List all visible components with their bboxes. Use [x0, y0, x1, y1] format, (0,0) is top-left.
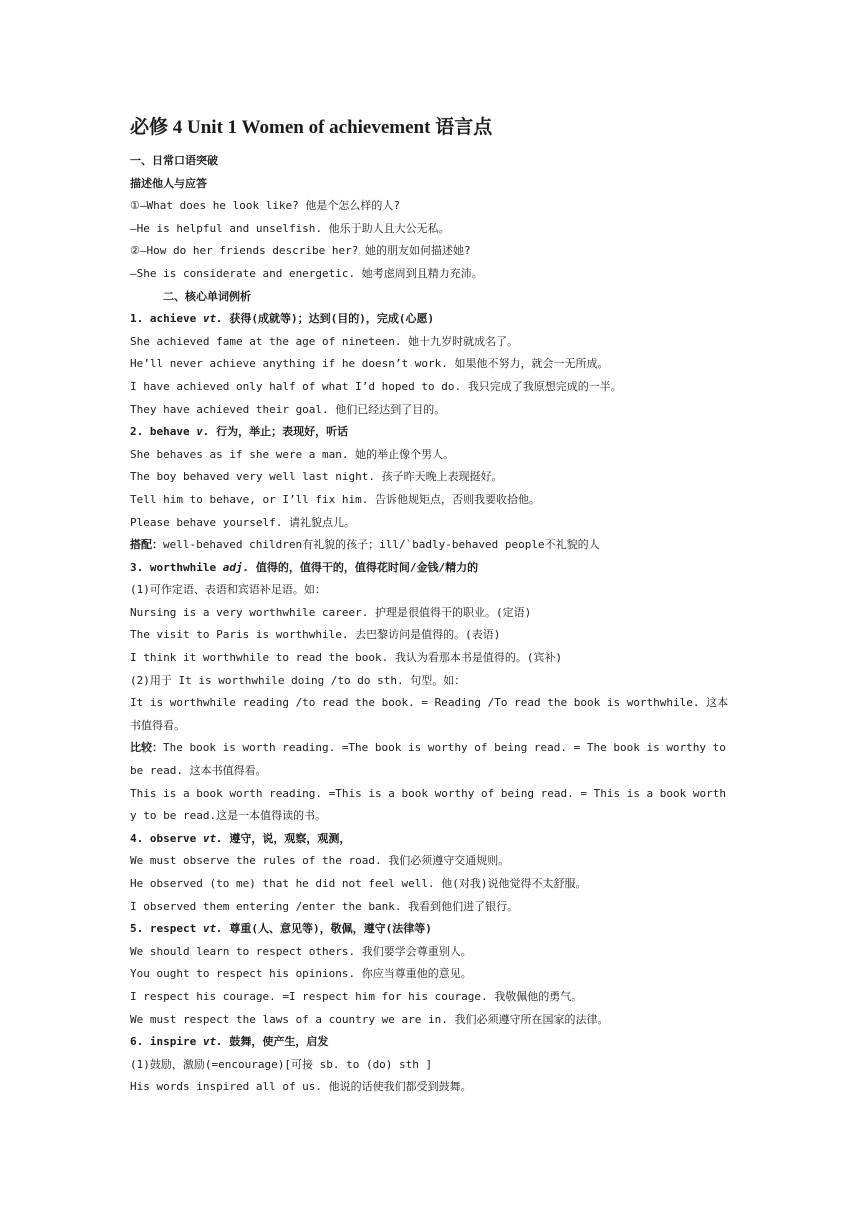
part-of-speech: vt. — [202, 922, 223, 936]
word-headword: 3. worthwhile — [130, 560, 223, 574]
word-definition: 行为，举止；表现好，听话 — [209, 425, 349, 439]
document-body — [130, 114, 730, 1099]
comparison-note — [130, 737, 730, 782]
example-sentence: We must observe the rules of the road. 我们必须遵守交通规则。 — [130, 854, 510, 868]
word-definition: 遵守，说，观察，观测， — [222, 831, 351, 845]
word-entry-heading — [130, 308, 730, 331]
dialogue-line: —She is considerate and energetic. 她考虑周到且精力充沛。 — [130, 266, 483, 280]
word-headword: 1. achieve — [130, 312, 203, 326]
example-sentence: I think it worthwhile to read the book. 我认为看那本书是值得的。(宾补) — [130, 651, 563, 665]
dialogue-line: ①—What does he look like? 他是个怎么样的人? — [130, 199, 401, 213]
dialogue-line: —He is helpful and unselfish. 他乐于助人且大公无私。 — [130, 221, 450, 235]
comparison-text: The book is worth reading. =The book is worthy of being read. = The book is worthy to be read. 这本书值得看。 — [130, 741, 726, 778]
example-sentence: I respect his courage. =I respect him for his courage. 我敬佩他的勇气。 — [130, 989, 583, 1003]
example-sentence: You ought to respect his opinions. 你应当尊重他的意见。 — [130, 967, 472, 981]
example-sentence: The boy behaved very well last night. 孩子昨天晚上表现挺好。 — [130, 470, 503, 484]
word-definition: 值得的，值得干的，值得花时间/金钱/精力的 — [249, 560, 479, 574]
example-sentence: I have achieved only half of what I’d hoped to do. 我只完成了我原想完成的一半。 — [130, 379, 622, 393]
word-entry-heading — [130, 918, 730, 941]
section-heading: 一、日常口语突破 — [130, 154, 218, 167]
word-headword: 6. inspire — [130, 1035, 203, 1049]
part-of-speech: v. — [196, 425, 210, 439]
word-entry-heading — [130, 1031, 730, 1054]
example-sentence: Please behave yourself. 请礼貌点儿。 — [130, 515, 355, 529]
dialogue-line: ②—How do her friends describe her? 她的朋友如何描述她? — [130, 244, 471, 258]
word-headword: 5. respect — [130, 922, 203, 936]
word-definition: 尊重(人、意见等)，敬佩，遵守(法律等) — [222, 922, 432, 936]
collocation-note — [130, 534, 730, 557]
example-sentence: We must respect the laws of a country we are in. 我们必须遵守所在国家的法律。 — [130, 1012, 609, 1026]
example-sentence: He’ll never achieve anything if he doesn’t work. 如果他不努力，就会一无所成。 — [130, 357, 609, 371]
example-sentence: They have achieved their goal. 他们已经达到了目的。 — [130, 402, 446, 416]
example-sentence: She behaves as if she were a man. 她的举止像个男人。 — [130, 447, 455, 461]
part-of-speech: vt. — [202, 1035, 223, 1049]
section-heading: 二、核心单词例析 — [163, 289, 251, 303]
word-entry-heading — [130, 421, 730, 444]
example-sentence: We should learn to respect others. 我们要学会尊重别人。 — [130, 944, 472, 958]
word-headword: 2. behave — [130, 425, 197, 439]
example-sentence: The visit to Paris is worthwhile. 去巴黎访问是值得的。(表语) — [130, 628, 501, 642]
part-of-speech: vt. — [202, 831, 223, 845]
word-headword: 4. observe — [130, 831, 203, 845]
example-sentence: This is a book worth reading. =This is a book worthy of being read. = This is a book worthy to be read.这是一本值得读的书。 — [130, 786, 727, 823]
example-sentence: He observed (to me) that he did not feel well. 他(对我)说他觉得不太舒服。 — [130, 877, 587, 890]
part-of-speech: vt. — [202, 312, 223, 326]
word-entry-heading — [130, 828, 730, 851]
collocation-text: well-behaved children有礼貌的孩子；ill/`badly-behaved people不礼貌的人 — [163, 538, 600, 552]
example-sentence: I observed them entering /enter the bank. 我看到他们进了银行。 — [130, 899, 519, 913]
example-sentence: His words inspired all of us. 他说的话使我们都受到鼓舞。 — [130, 1080, 472, 1094]
word-entry-heading — [130, 557, 730, 580]
example-sentence: It is worthwhile reading /to read the book. = Reading /To read the book is worthwhile. 这本书值得看。 — [130, 696, 729, 732]
usage-note: (1)可作定语、表语和宾语补足语。如： — [130, 583, 326, 597]
subsection-heading: 描述他人与应答 — [130, 176, 207, 190]
word-definition: 获得(成就等)；达到(目的)，完成(心愿) — [222, 312, 435, 326]
document-title: 必修 4 Unit 1 Women of achievement 语言点 — [130, 117, 493, 138]
usage-note: (1)鼓励，激励(=encourage)[可接 sb. to (do) sth ] — [130, 1057, 433, 1071]
word-definition: 鼓舞，使产生，启发 — [222, 1035, 329, 1049]
example-sentence: She achieved fame at the age of nineteen. 她十九岁时就成名了。 — [130, 334, 519, 348]
comparison-label: 比较： — [130, 741, 163, 755]
example-sentence: Tell him to behave, or I’ll fix him. 告诉他规矩点，否则我要收拾他。 — [130, 492, 541, 506]
example-sentence: Nursing is a very worthwhile career. 护理是很值得干的职业。(定语) — [130, 605, 532, 619]
usage-note: (2)用于 It is worthwhile doing /to do sth. 句型。如： — [130, 673, 466, 687]
part-of-speech: adj. — [222, 560, 250, 574]
collocation-label: 搭配： — [130, 538, 163, 552]
